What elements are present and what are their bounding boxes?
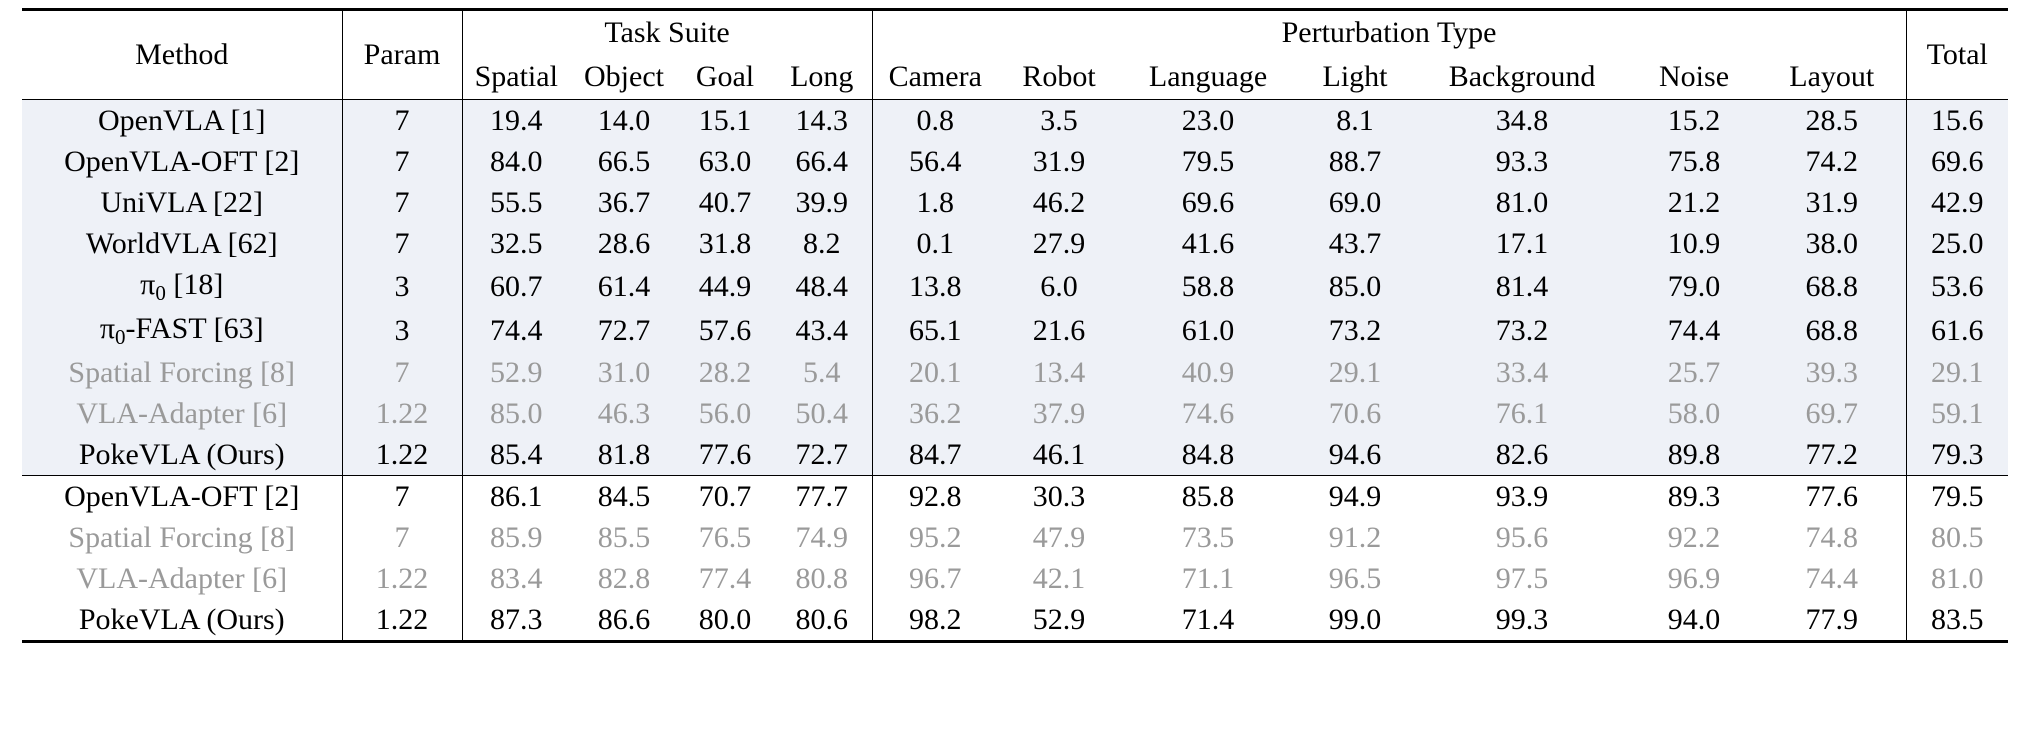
row-task-value: 76.5 — [678, 517, 772, 558]
row-task-value: 52.9 — [462, 352, 570, 393]
row-pert-value: 46.1 — [998, 434, 1120, 476]
header-pert-background: Background — [1448, 60, 1596, 93]
row-pert-value: 52.9 — [998, 599, 1120, 642]
row-param: 7 — [342, 476, 462, 518]
row-pert-value: 74.2 — [1758, 141, 1906, 182]
row-task-value: 85.5 — [570, 517, 678, 558]
row-task-value: 57.6 — [678, 308, 772, 352]
row-pert-value: 70.6 — [1296, 393, 1414, 434]
row-pert-value: 1.8 — [872, 182, 998, 223]
header-pert-light: Light — [1322, 60, 1388, 93]
row-pert-value: 42.1 — [998, 558, 1120, 599]
row-task-value: 50.4 — [772, 393, 872, 434]
row-pert-value: 31.9 — [1758, 182, 1906, 223]
row-param: 3 — [342, 308, 462, 352]
row-total: 80.5 — [1906, 517, 2008, 558]
row-task-value: 74.9 — [772, 517, 872, 558]
header-task-spatial: Spatial — [474, 60, 558, 93]
header-method: Method — [22, 10, 342, 100]
row-task-value: 44.9 — [678, 264, 772, 308]
row-pert-value: 23.0 — [1120, 100, 1296, 142]
row-pert-value: 76.1 — [1414, 393, 1630, 434]
row-pert-value: 77.6 — [1758, 476, 1906, 518]
row-task-value: 5.4 — [772, 352, 872, 393]
row-task-value: 48.4 — [772, 264, 872, 308]
row-pert-value: 15.2 — [1630, 100, 1758, 142]
row-pert-value: 84.7 — [872, 434, 998, 476]
header-task-goal: Goal — [695, 60, 755, 93]
row-param: 1.22 — [342, 434, 462, 476]
row-task-value: 14.3 — [772, 100, 872, 142]
row-task-value: 32.5 — [462, 223, 570, 264]
row-task-value: 66.5 — [570, 141, 678, 182]
row-pert-value: 0.1 — [872, 223, 998, 264]
row-task-value: 66.4 — [772, 141, 872, 182]
row-pert-value: 58.0 — [1630, 393, 1758, 434]
row-task-value: 85.0 — [462, 393, 570, 434]
row-pert-value: 38.0 — [1758, 223, 1906, 264]
table-row — [22, 308, 2008, 352]
row-pert-value: 93.9 — [1414, 476, 1630, 518]
row-task-value: 72.7 — [772, 434, 872, 476]
row-task-value: 31.0 — [570, 352, 678, 393]
row-pert-value: 8.1 — [1296, 100, 1414, 142]
row-method: Spatial Forcing [8] — [22, 517, 342, 558]
row-task-value: 8.2 — [772, 223, 872, 264]
table-row — [22, 476, 2008, 518]
row-pert-value: 13.4 — [998, 352, 1120, 393]
row-task-value: 72.7 — [570, 308, 678, 352]
row-pert-value: 73.2 — [1296, 308, 1414, 352]
row-pert-value: 81.0 — [1414, 182, 1630, 223]
row-pert-value: 77.2 — [1758, 434, 1906, 476]
row-pert-value: 6.0 — [998, 264, 1120, 308]
header-pert-camera: Camera — [888, 60, 982, 93]
row-pert-value: 3.5 — [998, 100, 1120, 142]
row-total: 69.6 — [1906, 141, 2008, 182]
row-method: PokeVLA (Ours) — [22, 599, 342, 642]
row-pert-value: 91.2 — [1296, 517, 1414, 558]
row-pert-value: 43.7 — [1296, 223, 1414, 264]
row-pert-value: 74.4 — [1630, 308, 1758, 352]
header-pert-language: Language — [1148, 60, 1268, 93]
row-pert-value: 37.9 — [998, 393, 1120, 434]
row-pert-value: 94.0 — [1630, 599, 1758, 642]
row-method: OpenVLA-OFT [2] — [22, 141, 342, 182]
row-pert-value: 71.4 — [1120, 599, 1296, 642]
table-row — [22, 264, 2008, 308]
row-pert-value: 27.9 — [998, 223, 1120, 264]
row-pert-value: 25.7 — [1630, 352, 1758, 393]
row-task-value: 39.9 — [772, 182, 872, 223]
row-task-value: 63.0 — [678, 141, 772, 182]
row-task-value: 83.4 — [462, 558, 570, 599]
row-total: 83.5 — [1906, 599, 2008, 642]
row-task-value: 28.2 — [678, 352, 772, 393]
row-task-value: 82.8 — [570, 558, 678, 599]
row-pert-value: 69.0 — [1296, 182, 1414, 223]
row-task-value: 55.5 — [462, 182, 570, 223]
row-task-value: 56.0 — [678, 393, 772, 434]
row-pert-value: 98.2 — [872, 599, 998, 642]
row-task-value: 80.6 — [772, 599, 872, 642]
row-pert-value: 85.8 — [1120, 476, 1296, 518]
header-task-object: Object — [584, 60, 664, 93]
row-pert-value: 74.4 — [1758, 558, 1906, 599]
table-row — [22, 182, 2008, 223]
row-total: 29.1 — [1906, 352, 2008, 393]
row-total: 79.5 — [1906, 476, 2008, 518]
row-method: WorldVLA [62] — [22, 223, 342, 264]
row-param: 7 — [342, 182, 462, 223]
row-pert-value: 68.8 — [1758, 264, 1906, 308]
row-task-value: 84.0 — [462, 141, 570, 182]
row-pert-value: 97.5 — [1414, 558, 1630, 599]
row-pert-value: 84.8 — [1120, 434, 1296, 476]
table-header-row-groups — [22, 10, 2008, 56]
row-task-value: 74.4 — [462, 308, 570, 352]
row-pert-value: 29.1 — [1296, 352, 1414, 393]
row-task-value: 46.3 — [570, 393, 678, 434]
row-pert-value: 20.1 — [872, 352, 998, 393]
row-method: $\pi_0$-FAST [63] — [22, 308, 342, 352]
row-pert-value: 79.5 — [1120, 141, 1296, 182]
row-pert-value: 13.8 — [872, 264, 998, 308]
row-task-value: 15.1 — [678, 100, 772, 142]
row-pert-value: 96.5 — [1296, 558, 1414, 599]
row-pert-value: 77.9 — [1758, 599, 1906, 642]
row-method: UniVLA [22] — [22, 182, 342, 223]
row-pert-value: 30.3 — [998, 476, 1120, 518]
row-pert-value: 81.4 — [1414, 264, 1630, 308]
row-task-value: 77.7 — [772, 476, 872, 518]
row-task-value: 87.3 — [462, 599, 570, 642]
row-total: 15.6 — [1906, 100, 2008, 142]
row-param: 7 — [342, 517, 462, 558]
header-pert-noise: Noise — [1659, 60, 1730, 93]
row-pert-value: 10.9 — [1630, 223, 1758, 264]
row-pert-value: 88.7 — [1296, 141, 1414, 182]
row-method: OpenVLA-OFT [2] — [22, 476, 342, 518]
row-pert-value: 74.6 — [1120, 393, 1296, 434]
row-param: 1.22 — [342, 599, 462, 642]
row-pert-value: 58.8 — [1120, 264, 1296, 308]
row-task-value: 86.6 — [570, 599, 678, 642]
row-param: 7 — [342, 141, 462, 182]
row-pert-value: 94.9 — [1296, 476, 1414, 518]
row-pert-value: 89.3 — [1630, 476, 1758, 518]
row-total: 53.6 — [1906, 264, 2008, 308]
row-task-value: 86.1 — [462, 476, 570, 518]
row-task-value: 14.0 — [570, 100, 678, 142]
row-pert-value: 95.2 — [872, 517, 998, 558]
header-pert-robot: Robot — [1022, 60, 1096, 93]
table-row — [22, 100, 2008, 142]
row-task-value: 77.4 — [678, 558, 772, 599]
row-task-value: 80.8 — [772, 558, 872, 599]
row-pert-value: 99.3 — [1414, 599, 1630, 642]
row-task-value: 85.4 — [462, 434, 570, 476]
row-pert-value: 89.8 — [1630, 434, 1758, 476]
row-param: 1.22 — [342, 393, 462, 434]
header-total: Total — [1906, 10, 2008, 100]
row-pert-value: 0.8 — [872, 100, 998, 142]
header-param: Param — [342, 10, 462, 100]
row-pert-value: 28.5 — [1758, 100, 1906, 142]
row-pert-value: 96.9 — [1630, 558, 1758, 599]
table-row — [22, 223, 2008, 264]
row-method: OpenVLA [1] — [22, 100, 342, 142]
row-pert-value: 56.4 — [872, 141, 998, 182]
header-task-long: Long — [772, 55, 872, 100]
row-pert-value: 69.6 — [1120, 182, 1296, 223]
row-pert-value: 68.8 — [1758, 308, 1906, 352]
row-pert-value: 41.6 — [1120, 223, 1296, 264]
row-task-value: 70.7 — [678, 476, 772, 518]
row-pert-value: 34.8 — [1414, 100, 1630, 142]
results-table — [22, 8, 2008, 643]
row-pert-value: 46.2 — [998, 182, 1120, 223]
row-pert-value: 71.1 — [1120, 558, 1296, 599]
row-task-value: 19.4 — [462, 100, 570, 142]
row-pert-value: 74.8 — [1758, 517, 1906, 558]
table-row — [22, 517, 2008, 558]
row-param: 3 — [342, 264, 462, 308]
row-method: VLA-Adapter [6] — [22, 393, 342, 434]
table-row — [22, 141, 2008, 182]
row-pert-value: 69.7 — [1758, 393, 1906, 434]
table-body — [22, 10, 2008, 642]
row-task-value: 31.8 — [678, 223, 772, 264]
row-pert-value: 61.0 — [1120, 308, 1296, 352]
row-total: 61.6 — [1906, 308, 2008, 352]
row-task-value: 61.4 — [570, 264, 678, 308]
row-total: 59.1 — [1906, 393, 2008, 434]
row-total: 25.0 — [1906, 223, 2008, 264]
row-param: 7 — [342, 223, 462, 264]
row-total: 42.9 — [1906, 182, 2008, 223]
row-pert-value: 65.1 — [872, 308, 998, 352]
row-task-value: 84.5 — [570, 476, 678, 518]
row-pert-value: 79.0 — [1630, 264, 1758, 308]
row-task-value: 36.7 — [570, 182, 678, 223]
row-total: 79.3 — [1906, 434, 2008, 476]
row-pert-value: 40.9 — [1120, 352, 1296, 393]
row-pert-value: 96.7 — [872, 558, 998, 599]
row-param: 7 — [342, 100, 462, 142]
row-pert-value: 82.6 — [1414, 434, 1630, 476]
row-task-value: 60.7 — [462, 264, 570, 308]
row-pert-value: 95.6 — [1414, 517, 1630, 558]
row-method: PokeVLA (Ours) — [22, 434, 342, 476]
row-pert-value: 85.0 — [1296, 264, 1414, 308]
table-row — [22, 352, 2008, 393]
row-pert-value: 17.1 — [1414, 223, 1630, 264]
table-row — [22, 393, 2008, 434]
row-task-value: 28.6 — [570, 223, 678, 264]
row-pert-value: 92.8 — [872, 476, 998, 518]
row-pert-value: 39.3 — [1758, 352, 1906, 393]
row-task-value: 85.9 — [462, 517, 570, 558]
row-param: 7 — [342, 352, 462, 393]
row-task-value: 40.7 — [678, 182, 772, 223]
row-pert-value: 36.2 — [872, 393, 998, 434]
header-perturbation-type: Perturbation Type — [872, 10, 1906, 56]
table-row — [22, 558, 2008, 599]
header-pert-layout: Layout — [1758, 55, 1906, 100]
row-method: VLA-Adapter [6] — [22, 558, 342, 599]
row-pert-value: 33.4 — [1414, 352, 1630, 393]
row-pert-value: 92.2 — [1630, 517, 1758, 558]
row-pert-value: 93.3 — [1414, 141, 1630, 182]
table-row — [22, 599, 2008, 642]
row-method: Spatial Forcing [8] — [22, 352, 342, 393]
row-task-value: 80.0 — [678, 599, 772, 642]
row-pert-value: 99.0 — [1296, 599, 1414, 642]
row-pert-value: 73.2 — [1414, 308, 1630, 352]
row-task-value: 43.4 — [772, 308, 872, 352]
row-pert-value: 31.9 — [998, 141, 1120, 182]
header-task-suite: Task Suite — [462, 10, 872, 56]
table-row — [22, 434, 2008, 476]
row-pert-value: 47.9 — [998, 517, 1120, 558]
row-total: 81.0 — [1906, 558, 2008, 599]
row-pert-value: 21.2 — [1630, 182, 1758, 223]
row-task-value: 77.6 — [678, 434, 772, 476]
row-method: $\pi_0$ [18] — [22, 264, 342, 308]
row-task-value: 81.8 — [570, 434, 678, 476]
row-pert-value: 21.6 — [998, 308, 1120, 352]
row-param: 1.22 — [342, 558, 462, 599]
row-pert-value: 73.5 — [1120, 517, 1296, 558]
row-pert-value: 75.8 — [1630, 141, 1758, 182]
row-pert-value: 94.6 — [1296, 434, 1414, 476]
